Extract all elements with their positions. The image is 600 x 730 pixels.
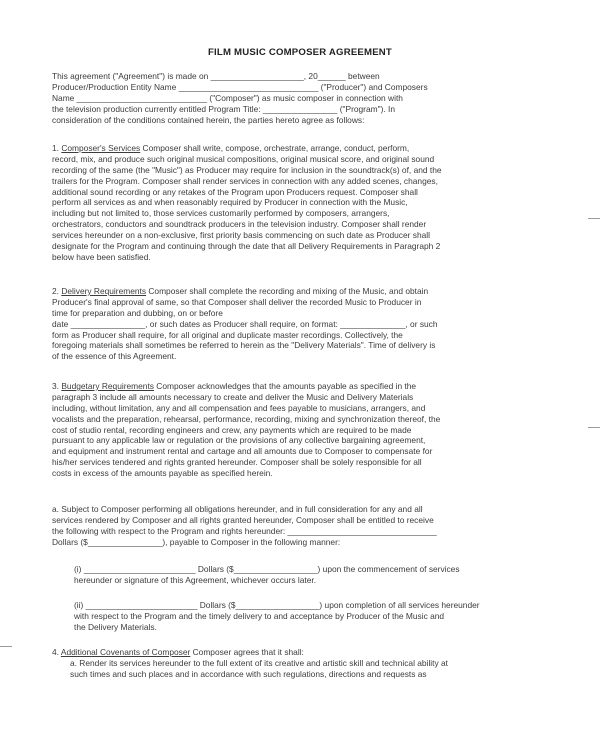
section-line: below have been satisfied. — [52, 251, 151, 262]
section-text: Composer agrees that it shall: — [192, 647, 304, 657]
section-number: 1. — [52, 143, 59, 153]
section-first-line — [52, 143, 522, 154]
section-line: services hereunder on a non-exclusive, first priority basis commencing on such date as Producer shall — [52, 230, 430, 241]
section-delivery-requirements — [52, 286, 522, 362]
section-text: Composer shall complete the recording and mixing of the Music, and obtain — [148, 286, 429, 296]
section-line: record, mix, and produce such original musical compositions, original musical score, and original sound — [52, 153, 435, 164]
section-heading: Additional Covenants of Composer — [60, 647, 191, 657]
section-line: form as Producer shall require, for all original and duplicate master recordings. Collectively, the — [52, 329, 403, 340]
section-budgetary-requirements — [52, 381, 522, 479]
payment-installment-2 — [52, 600, 522, 633]
section-number: 3. — [52, 381, 59, 391]
scan-edge-mark — [588, 427, 600, 428]
intro-line: This agreement ("Agreement") is made on ____________________, 20______ between — [52, 71, 380, 81]
section-line: paragraph 3 include all amounts necessary to create and deliver the Music and Delivery Materials — [52, 391, 414, 402]
section-line: time for preparation and dubbing, on or before — [52, 307, 223, 318]
section-line: recording of the same (the "Music") as Producer may require for inclusion in the soundtrack(s) of, and the — [52, 164, 442, 175]
section-additional-covenants — [52, 647, 522, 680]
intro-line: the television production currently entitled Program Title: ________________ ("Program"). In — [52, 103, 396, 114]
intro-line: consideration of the conditions contained herein, the parties hereto agree as follows: — [52, 114, 365, 125]
section-first-line — [52, 381, 522, 392]
payment-line: hereunder or signature of this Agreement, whichever occurs later. — [74, 574, 317, 585]
section-line: the following with respect to the Program and rights hereunder: ________________________________ — [52, 525, 437, 536]
section-number: 2. — [52, 286, 59, 296]
payment-line: (ii) ________________________ Dollars ($__________________) upon completion of all services hereunder — [74, 600, 480, 610]
intro-paragraph — [52, 71, 522, 125]
section-line: date ________________, or such dates as Producer shall require, on format: ______________, or such — [52, 318, 438, 329]
payment-line: (i) ________________________ Dollars ($__________________) upon the commencement of services — [74, 564, 460, 574]
section-line: his/her services tendered and rights granted hereunder. Composer shall be solely responsible for all — [52, 457, 422, 468]
section-line: a. Subject to Composer performing all obligations hereunder, and in full consideration for any and all — [52, 504, 423, 514]
section-line: services rendered by Composer and all rights granted hereunder, Composer shall be entitled to receive — [52, 514, 434, 525]
section-line: Dollars ($________________), payable to Composer in the following manner: — [52, 536, 341, 547]
section-line: perform all services as and when reasonably required by Producer in connection with the Music, — [52, 197, 408, 208]
section-heading: Composer's Services — [61, 143, 141, 153]
section-composer-services — [52, 143, 522, 263]
section-line: vocalists and the preparation, rehearsal, performance, recording, mixing and synchronization thereof, the — [52, 413, 441, 424]
section-heading: Delivery Requirements — [61, 286, 147, 296]
section-text: Composer acknowledges that the amounts payable as specified in the — [156, 381, 417, 391]
section-line: such times and such places and in accordance with such regulations, directions and requests as — [70, 668, 427, 679]
section-line: Producer's final approval of same, so that Composer shall deliver the recorded Music to Producer in — [52, 296, 422, 307]
section-line: orchestrators, conductors and soundtrack producers in the television industry. Composer shall render — [52, 219, 427, 230]
section-line: and equipment and instrument rental and cartage and all amounts due to Composer to compensate for — [52, 446, 433, 457]
section-line: trailers for the Program. Composer shall render services in connection with any added scenes, changes, — [52, 175, 438, 186]
section-line: foregoing materials shall sometimes be referred to herein as the "Delivery Materials". Time of delivery is — [52, 340, 436, 351]
section-line: including, without limitation, any and all compensation and fees payable to musicians, arrangers, and — [52, 402, 426, 413]
payment-installment-1 — [52, 564, 522, 586]
section-line: cost of studio rental, recording engineers and crew, any payments which are required to be made — [52, 424, 412, 435]
scan-edge-mark — [0, 646, 12, 647]
section-line: of the essence of this Agreement. — [52, 351, 177, 362]
section-first-line — [52, 286, 522, 297]
section-number: 4. — [52, 647, 59, 657]
section-text: Composer shall write, compose, orchestrate, arrange, conduct, perform, — [142, 143, 410, 153]
scan-edge-mark — [588, 218, 600, 219]
section-line: a. Render its services hereunder to the full extent of its creative and artistic skill and technical ability at — [70, 657, 448, 668]
section-line: pursuant to any applicable law or regulation or the provisions of any collective bargaining agreement, — [52, 435, 426, 446]
intro-line: Name ____________________________ ("Composer") as music composer in connection with — [52, 92, 403, 103]
document-title: FILM MUSIC COMPOSER AGREEMENT — [208, 47, 392, 58]
payment-line: the Delivery Materials. — [74, 621, 157, 632]
intro-line: Producer/Production Entity Name ______________________________ ("Producer") and Composers — [52, 81, 428, 92]
section-heading: Budgetary Requirements — [61, 381, 154, 391]
section-line: costs in excess of the amounts payable as specified herein. — [52, 468, 273, 479]
section-line: including but not limited to, those services customarily performed by composers, arrangers, — [52, 208, 390, 219]
section-line: designate for the Program and continuing through the date that all Delivery Requirements in Paragraph 2 — [52, 241, 441, 252]
payment-line: with respect to the Program and the timely delivery to and acceptance by Producer of the Music and — [74, 610, 445, 621]
section-first-line — [52, 647, 522, 658]
section-compensation — [52, 504, 522, 548]
section-line: additional sound recording or any retakes of the Program upon Producers request. Composer shall — [52, 186, 418, 197]
